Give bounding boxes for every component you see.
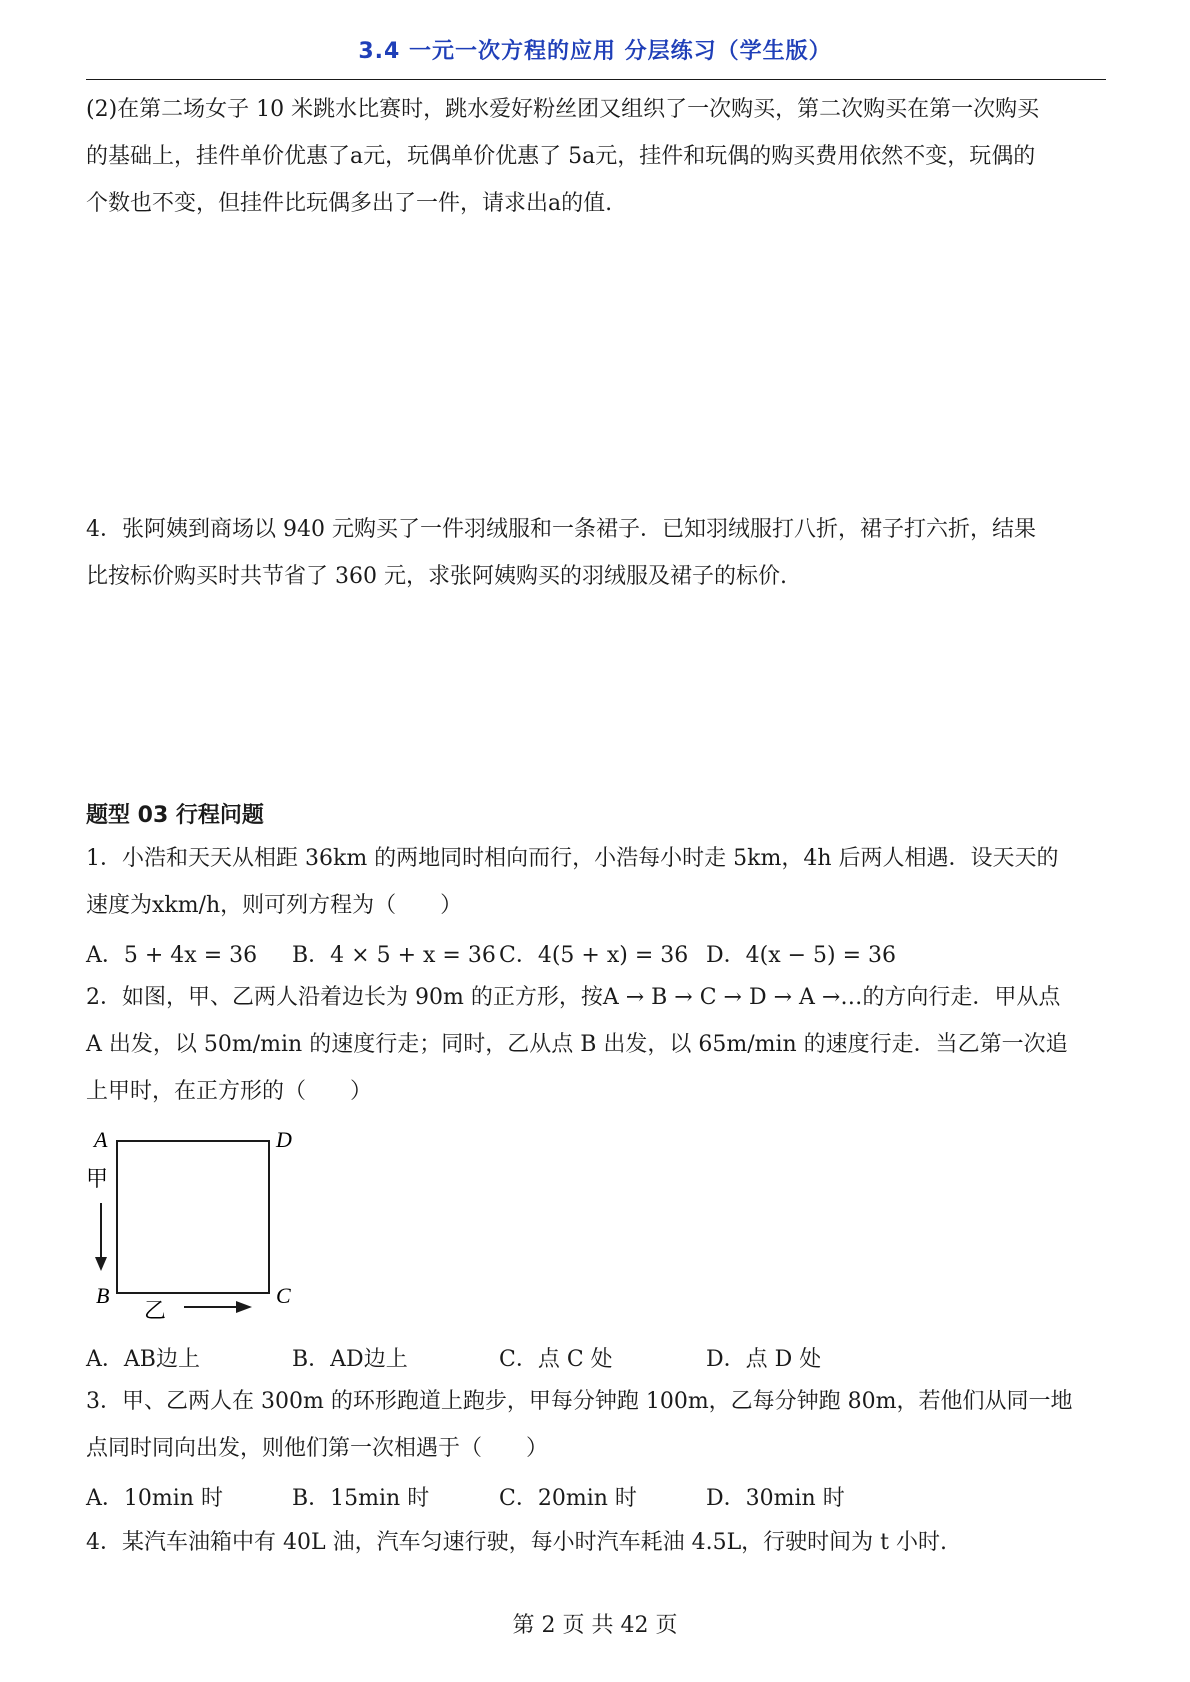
section-title: 题型 03 行程问题	[86, 803, 264, 828]
question-1-options	[86, 938, 1106, 968]
option-a[interactable]: A．5 + 4x = 36	[86, 943, 258, 968]
option-d[interactable]: D．点 D 处	[706, 1347, 822, 1372]
problem4	[86, 506, 1106, 600]
vertex-a-label: A	[94, 1127, 108, 1152]
yi-label: 乙	[144, 1299, 167, 1320]
jia-arrow-head	[95, 1257, 107, 1271]
vertex-d-label: D	[276, 1127, 292, 1152]
question-line: 4．某汽车油箱中有 40L 油，汽车匀速行驶，每小时汽车耗油 4.5L，行驶时间为 t 小时.	[86, 1530, 947, 1555]
yi-arrow-head	[236, 1301, 252, 1313]
question-line: 速度为xkm/h，则可列方程为（ ）	[86, 893, 463, 918]
question-line: 3．甲、乙两人在 300m 的环形跑道上跑步，甲每分钟跑 100m，乙每分钟跑 80m，若他们从同一地	[86, 1389, 1073, 1414]
question-line: 点同时同向出发，则他们第一次相遇于（ ）	[86, 1436, 549, 1461]
vertex-c-label: C	[276, 1283, 291, 1308]
question-3-options	[86, 1481, 1106, 1511]
question-1	[86, 835, 1106, 929]
paragraph-line: 的基础上，挂件单价优惠了a元，玩偶单价优惠了 5a元，挂件和玩偶的购买费用依然不变，玩偶的	[86, 144, 1036, 169]
option-c[interactable]: C．4(5 + x) = 36	[499, 943, 689, 968]
header-divider	[86, 79, 1106, 80]
option-d[interactable]: D．4(x − 5) = 36	[706, 943, 897, 968]
paragraph-line: 4．张阿姨到商场以 940 元购买了一件羽绒服和一条裙子．已知羽绒服打八折，裙子打六折，结果	[86, 517, 1036, 542]
option-b[interactable]: B．AD边上	[292, 1347, 408, 1372]
option-c[interactable]: C．点 C 处	[499, 1347, 613, 1372]
option-c[interactable]: C．20min 时	[499, 1486, 637, 1511]
square-figure	[86, 1125, 316, 1320]
option-a[interactable]: A．AB边上	[86, 1347, 200, 1372]
question-3	[86, 1378, 1106, 1472]
question-4	[86, 1519, 1106, 1566]
vertex-b-label: B	[96, 1283, 110, 1308]
question-2-options	[86, 1342, 1106, 1372]
question-line: 1．小浩和天天从相距 36km 的两地同时相向而行，小浩每小时走 5km，4h 后两人相遇．设天天的	[86, 846, 1059, 871]
question-line: A 出发，以 50m/min 的速度行走；同时，乙从点 B 出发，以 65m/min 的速度行走．当乙第一次追	[86, 1032, 1068, 1057]
option-a[interactable]: A．10min 时	[86, 1486, 223, 1511]
question-line: 2．如图，甲、乙两人沿着边长为 90m 的正方形，按A → B → C → D → A →…的方向行走．甲从点	[86, 985, 1061, 1010]
question-line: 上甲时，在正方形的（ ）	[86, 1079, 373, 1104]
paragraph-line: 个数也不变，但挂件比玩偶多出了一件，请求出a的值.	[86, 191, 613, 216]
option-d[interactable]: D．30min 时	[706, 1486, 845, 1511]
jia-label: 甲	[86, 1167, 109, 1192]
problem3-part2	[86, 86, 1106, 227]
paragraph-line: 比按标价购买时共节省了 360 元，求张阿姨购买的羽绒服及裙子的标价.	[86, 564, 787, 589]
paragraph-line: (2)在第二场女子 10 米跳水比赛时，跳水爱好粉丝团又组织了一次购买，第二次购买在第一次购买	[86, 97, 1040, 122]
option-b[interactable]: B．15min 时	[292, 1486, 430, 1511]
page-header-title: 3.4 一元一次方程的应用 分层练习（学生版）	[358, 39, 832, 64]
page-footer: 第 2 页 共 42 页	[512, 1613, 678, 1638]
option-b[interactable]: B．4 × 5 + x = 36	[292, 943, 496, 968]
question-2	[86, 974, 1106, 1115]
square-abcd	[117, 1141, 269, 1293]
